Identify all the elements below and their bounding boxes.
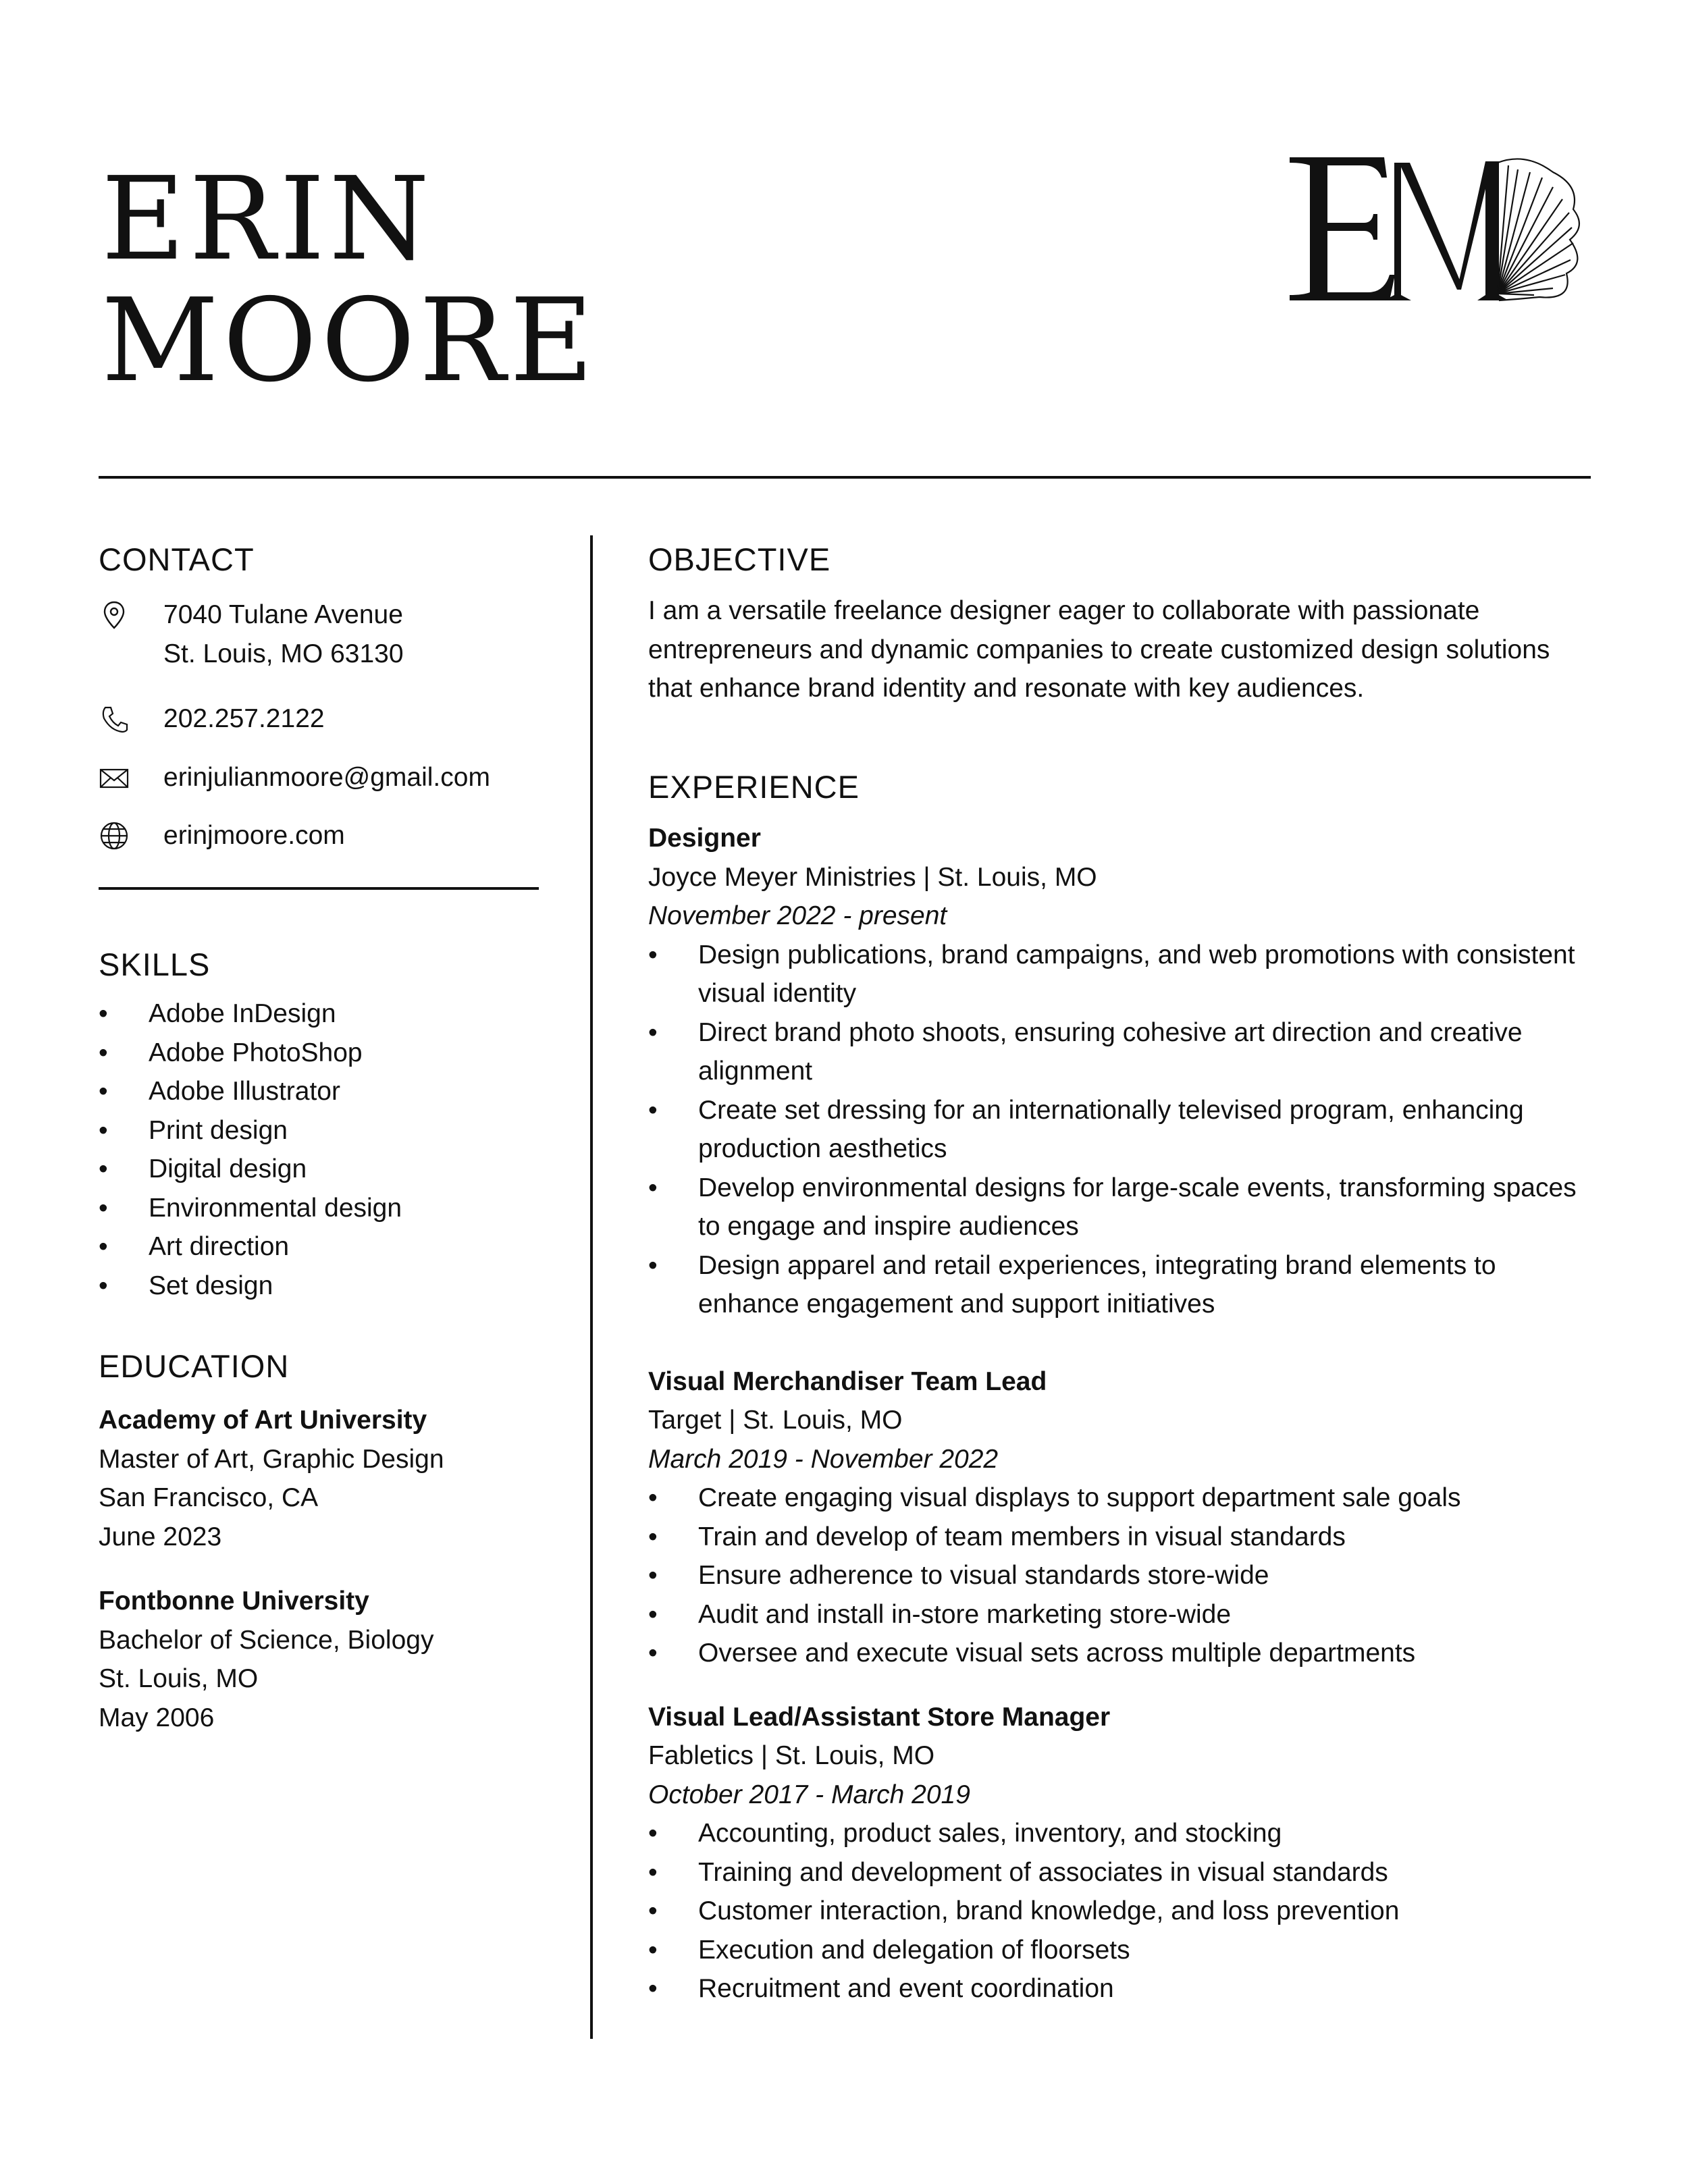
graduation-date: May 2006 xyxy=(99,1703,215,1732)
skills-heading: SKILLS xyxy=(99,947,211,982)
school-name: Academy of Art University xyxy=(99,1406,427,1435)
job-duty: • Direct brand photo shoots, ensuring cohesive art direction and creative alignment xyxy=(648,1013,1593,1091)
header-divider xyxy=(99,476,1591,479)
skill-item: • Set design xyxy=(99,1267,571,1306)
job-dates: November 2022 - present xyxy=(648,901,947,930)
education-entry xyxy=(99,1401,571,1556)
job-duty: • Design apparel and retail experiences, integrating brand elements to enhance engagement and support initiatives xyxy=(648,1246,1593,1324)
job-duties xyxy=(648,1814,1593,2008)
job-duty: • Train and develop of team members in visual standards xyxy=(648,1518,1593,1557)
last-name: MOORE xyxy=(101,274,598,408)
job-duty: • Develop environmental designs for large-scale events, transforming spaces to engage and inspire audiences xyxy=(648,1169,1593,1246)
education-entry xyxy=(99,1582,571,1737)
job-entry xyxy=(648,1698,1593,2008)
job-duty: • Ensure adherence to visual standards store-wide xyxy=(648,1556,1593,1595)
job-duty: • Create set dressing for an internationally televised program, enhancing production aesthetics xyxy=(648,1091,1593,1169)
job-title: Designer xyxy=(648,824,761,853)
degree: Bachelor of Science, Biology xyxy=(99,1625,434,1655)
ginkgo-leaf-icon xyxy=(1498,159,1579,300)
skill-item: • Adobe Illustrator xyxy=(99,1072,571,1111)
email-address[interactable]: erinjulianmoore@gmail.com xyxy=(163,763,490,792)
job-entry xyxy=(648,819,1593,1324)
job-company: Target | St. Louis, MO xyxy=(648,1406,903,1435)
degree: Master of Art, Graphic Design xyxy=(99,1444,444,1474)
job-company: Joyce Meyer Ministries | St. Louis, MO xyxy=(648,862,1097,892)
job-duty: • Design publications, brand campaigns, and web promotions with consistent visual identity xyxy=(648,936,1593,1013)
education-list xyxy=(99,1401,571,1763)
job-duties xyxy=(648,936,1593,1324)
job-duty: • Oversee and execute visual sets across multiple departments xyxy=(648,1634,1593,1673)
skill-item: • Environmental design xyxy=(99,1189,571,1228)
contact-phone xyxy=(99,699,571,740)
skills-list xyxy=(99,994,571,1305)
objective-heading: OBJECTIVE xyxy=(648,541,831,577)
column-divider xyxy=(590,535,593,2039)
monogram-letter-e xyxy=(1290,157,1395,300)
job-company: Fabletics | St. Louis, MO xyxy=(648,1741,935,1770)
skill-item: • Print design xyxy=(99,1111,571,1150)
address-line-2: St. Louis, MO 63130 xyxy=(163,639,404,668)
job-duty: • Recruitment and event coordination xyxy=(648,1969,1593,2008)
job-dates: March 2019 - November 2022 xyxy=(648,1444,999,1474)
experience-heading: EXPERIENCE xyxy=(648,769,860,805)
objective-text: I am a versatile freelance designer eager to collaborate with passionate entrepreneurs and dynamic companies to create customized design solutions that enhance brand identity and resonate with key audiences. xyxy=(648,596,1550,703)
job-duties xyxy=(648,1479,1593,1673)
job-duty: • Accounting, product sales, inventory, and stocking xyxy=(648,1814,1593,1853)
job-duty: • Execution and delegation of floorsets xyxy=(648,1931,1593,1970)
contact-heading: CONTACT xyxy=(99,541,255,577)
location-pin-icon xyxy=(99,600,130,631)
address-line-1: 7040 Tulane Avenue xyxy=(163,600,403,629)
school-name: Fontbonne University xyxy=(99,1587,369,1616)
job-duty: • Training and development of associates in visual standards xyxy=(648,1853,1593,1892)
globe-icon xyxy=(99,820,130,851)
school-location: St. Louis, MO xyxy=(99,1664,259,1693)
skill-item: • Digital design xyxy=(99,1150,571,1189)
skill-item: • Adobe InDesign xyxy=(99,994,571,1034)
first-name: ERIN xyxy=(101,153,433,286)
job-title: Visual Lead/Assistant Store Manager xyxy=(648,1702,1111,1732)
skill-item: • Adobe PhotoShop xyxy=(99,1034,571,1073)
job-entry xyxy=(648,1362,1593,1673)
job-duty: • Audit and install in-store marketing store-wide xyxy=(648,1595,1593,1634)
website-link[interactable]: erinjmoore.com xyxy=(163,821,345,850)
job-title: Visual Merchandiser Team Lead xyxy=(648,1366,1047,1396)
contact-email xyxy=(99,758,571,799)
graduation-date: June 2023 xyxy=(99,1522,222,1551)
contact-website xyxy=(99,816,571,857)
job-duty: • Customer interaction, brand knowledge, and loss prevention xyxy=(648,1892,1593,1931)
phone-number[interactable]: 202.257.2122 xyxy=(163,704,325,733)
monogram-letter-m xyxy=(1384,161,1508,300)
monogram-logo xyxy=(1283,145,1593,314)
job-duty: • Create engaging visual displays to support department sale goals xyxy=(648,1479,1593,1518)
education-heading: EDUCATION xyxy=(99,1348,290,1384)
mail-icon xyxy=(99,762,130,793)
contact-address xyxy=(99,595,571,676)
contact-divider xyxy=(99,887,539,890)
phone-icon xyxy=(99,703,130,735)
experience-list xyxy=(648,819,1593,2047)
school-location: San Francisco, CA xyxy=(99,1483,319,1512)
skill-item: • Art direction xyxy=(99,1227,571,1267)
job-dates: October 2017 - March 2019 xyxy=(648,1780,970,1809)
